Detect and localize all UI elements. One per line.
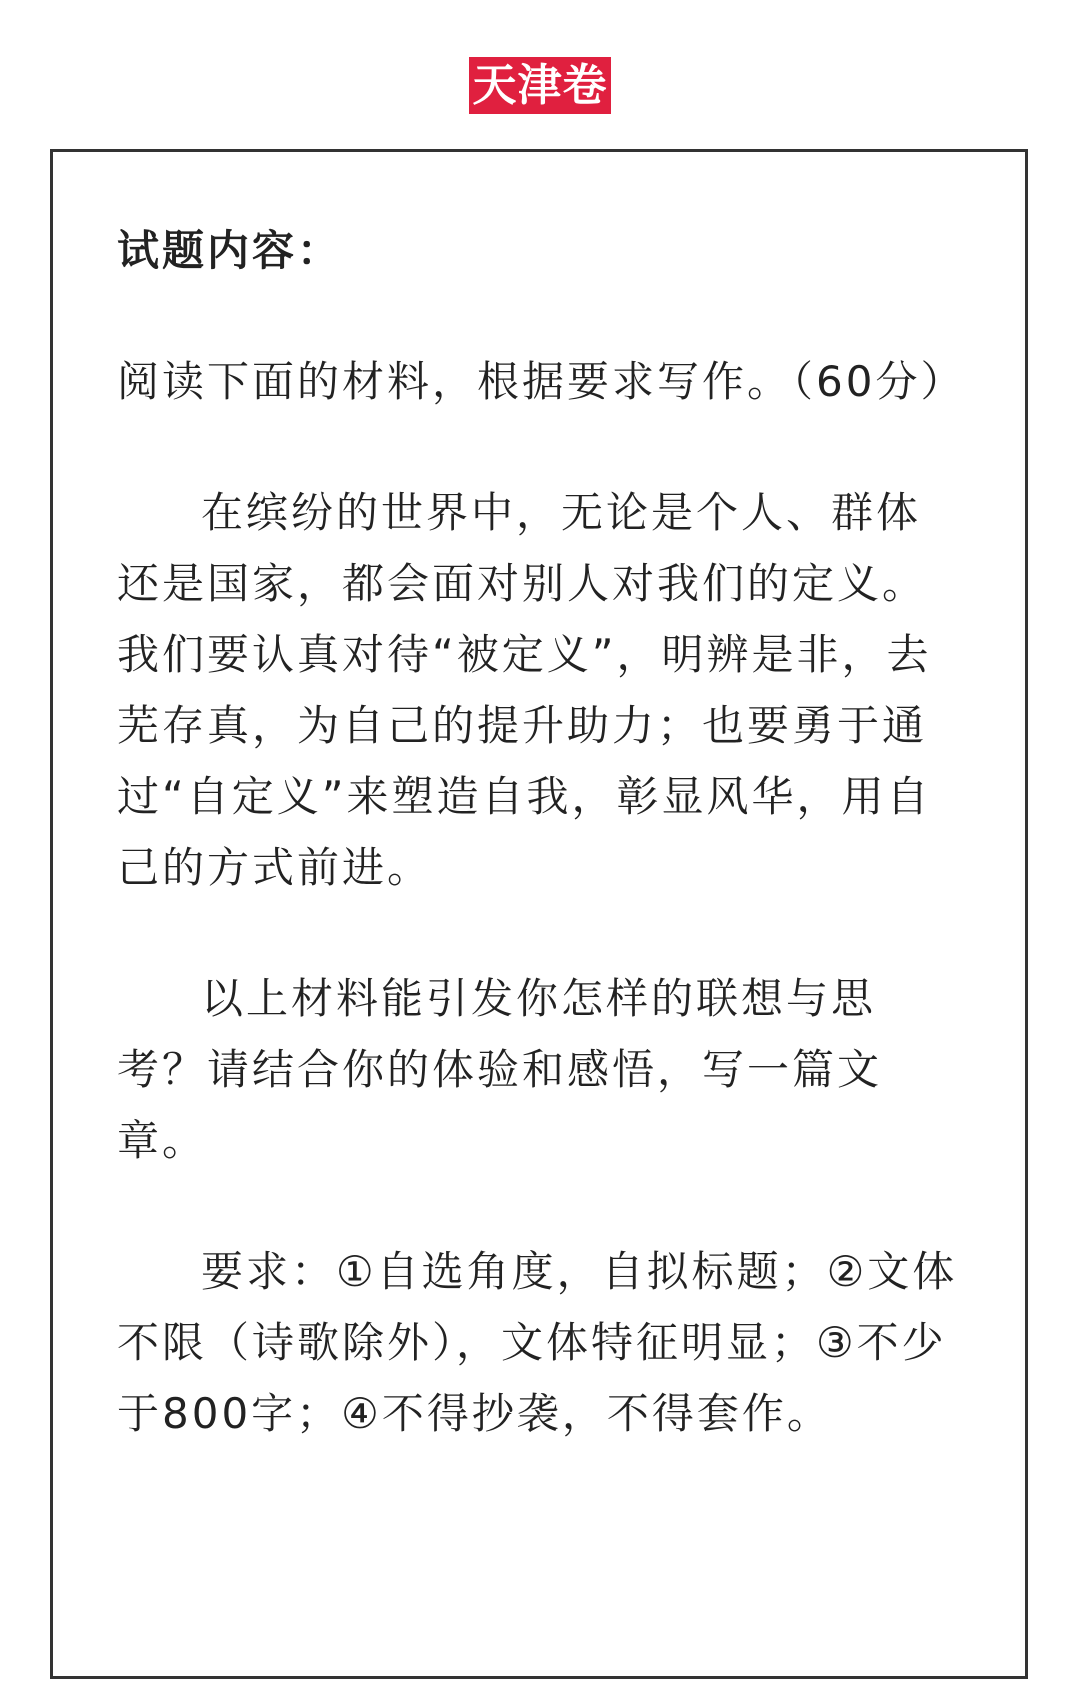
section-heading: 试题内容： (117, 226, 343, 275)
question-content (117, 215, 965, 1509)
prompt-paragraph: 以上材料能引发你怎样的联想与思考？请结合你的体验和感悟，写一篇文章。 (117, 974, 883, 1165)
instruction-paragraph: 阅读下面的材料，根据要求写作。（60分） (117, 357, 966, 406)
material-paragraph: 在缤纷的世界中，无论是个人、群体还是国家，都会面对别人对我们的定义。我们要认真对待“被定义”，明辨是非，去芜存真，为自己的提升助力；也要勇于通过“自定义”来塑造自我，彰显风华，用自己的方式前进。 (117, 488, 932, 892)
requirements-paragraph: 要求：①自选角度，自拟标题；②文体不限（诗歌除外），文体特征明显；③不少于800字；④不得抄袭，不得套作。 (117, 1247, 958, 1438)
region-badge: 天津卷 (469, 57, 611, 114)
